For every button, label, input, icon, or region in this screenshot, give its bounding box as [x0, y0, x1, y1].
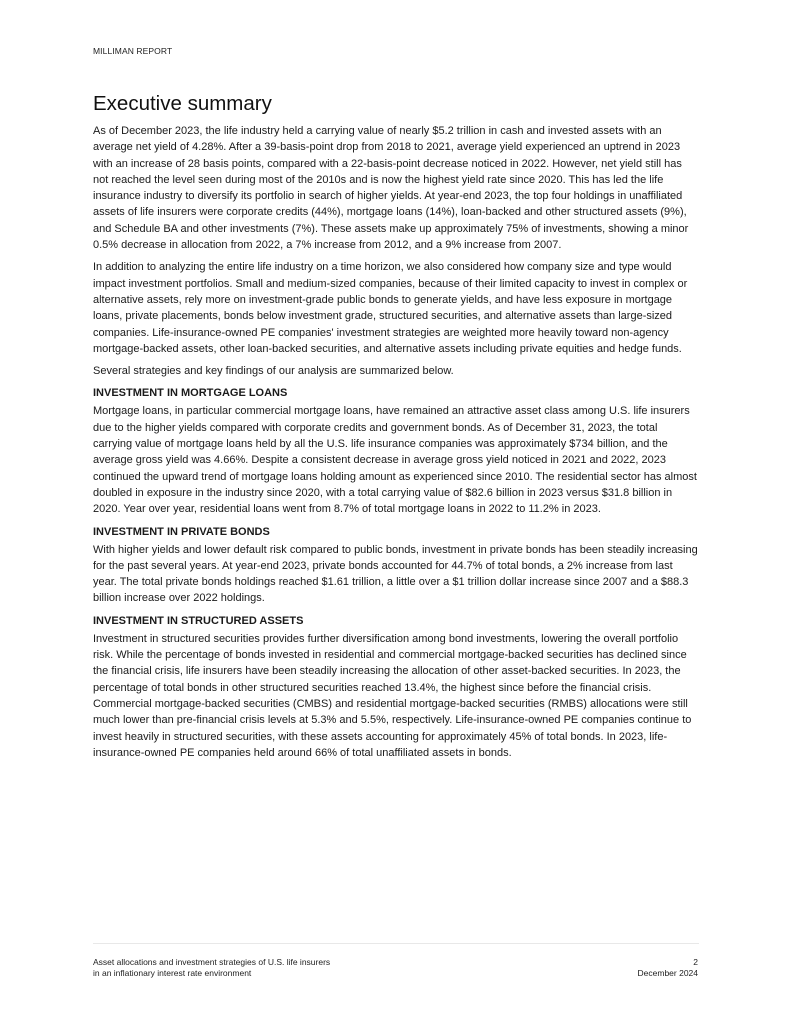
- section-text: Mortgage loans, in particular commercial mortgage loans, have remained an attractive asset class among U.S. life insurers due to the higher yields compared with corporate credits and government bonds. As of December 31, 2023, the total carrying value of mortgage loans held by all the U.S. life insurance companies was approximately $734 billion, and the average gross yield was 4.66%. Despite a consistent decrease in average gross yield noticed in 2021 and 2022, 2023 continued the upward trend of mortgage loans holding amount as experienced since 2010. The residential sector has almost doubled in exposure in the industry since 2020, with a total carrying value of $82.6 billion in 2023 versus $31.8 billion in 2020. Year over year, residential loans went from 8.7% of total mortgage loans in 2022 to 11.2% in 2023.: [93, 405, 697, 516]
- main-content: [93, 91, 699, 767]
- footer-page-info: [638, 957, 698, 978]
- section-private-bonds: [93, 524, 699, 607]
- page-title: Executive summary: [93, 92, 272, 115]
- footer-report-title: [93, 957, 330, 978]
- footer-divider: [93, 943, 699, 944]
- section-heading: INVESTMENT IN STRUCTURED ASSETS: [93, 614, 304, 627]
- intro-paragraph-3: Several strategies and key findings of our analysis are summarized below.: [93, 365, 454, 378]
- footer-title-line-2: in an inflationary interest rate environment: [93, 967, 252, 978]
- section-heading: INVESTMENT IN MORTGAGE LOANS: [93, 387, 288, 400]
- report-header-label: MILLIMAN REPORT: [93, 46, 173, 56]
- intro-paragraph-2: In addition to analyzing the entire life industry on a time horizon, we also considered how company size and type would impact investment portfolios. Small and medium-sized companies, because of their limited capacity to invest in complex or alternative assets, rely more on investment-grade public bonds to generate yields, and have less exposure in mortgage loans, private placements, bonds below investment grade, structured securities, and alternative assets than large-sized companies. Life-insurance-owned PE companies' investment strategies are weighted more heavily toward non-agency mortgage-backed assets, other loan-backed securities, and alternative assets including private equities and hedge funds.: [93, 261, 688, 355]
- section-heading: INVESTMENT IN PRIVATE BONDS: [93, 525, 270, 538]
- section-text: Investment in structured securities provides further diversification among bond investments, lowering the overall portfolio risk. While the percentage of bonds invested in residential and commercial mortgage-backed securities has declined since the financial crisis, life insurers have been steadily increasing the allocation of other asset-backed securities. In 2023, the percentage of total bonds in other structured securities reached 13.4%, the highest since before the financial crisis. Commercial mortgage-backed securities (CMBS) and residential mortgage-backed securities (RMBS) allocations were still much lower than pre-financial crisis levels at 5.3% and 5.5%, respectively. Life-insurance-owned PE companies continue to invest heavily in structured securities, with these assets accounting for approximately 45% of total bonds. In 2023, life-insurance-owned PE companies held around 66% of total unaffiliated assets in bonds.: [93, 632, 692, 759]
- footer-date: December 2024: [637, 967, 698, 978]
- section-structured-assets: [93, 613, 699, 761]
- page-number: 2: [693, 957, 698, 967]
- section-text: With higher yields and lower default risk compared to public bonds, investment in private bonds has been steadily increasing for the past several years. At year-end 2023, private bonds accounted for 44.7% of total bonds, a 2% increase from last year. The total private bonds holdings reached $1.61 trillion, a little over a $1 trillion dollar increase since 2007 and a $88.3 billion increase over 2022 holdings.: [93, 543, 698, 605]
- footer-title-line-1: Asset allocations and investment strategies of U.S. life insurers: [93, 957, 331, 967]
- section-mortgage-loans: [93, 385, 699, 517]
- intro-paragraph-1: As of December 2023, the life industry held a carrying value of nearly $5.2 trillion in cash and invested assets with an average net yield of 4.28%. After a 39-basis-point drop from 2018 to 2021, average yield experienced an uptrend in 2023 with an increase of 28 basis points, compared with a 22-basis-point decrease noticed in 2022. However, net yield still has not reached the level seen during most of the 2010s and is now the highest yield rate since 2020. This has led the life insurance industry to diversify its portfolio in search of higher yields. At year-end 2023, the top four holdings in unaffiliated assets of life insurers were corporate credits (44%), mortgage loans (14%), loan-backed and other structured assets (9%), and Schedule BA and other investments (7%). These assets make up approximately 75% of investments, showing a minor 0.5% decrease in allocation from 2022, a 7% increase from 2012, and a 9% increase from 2007.: [93, 125, 689, 252]
